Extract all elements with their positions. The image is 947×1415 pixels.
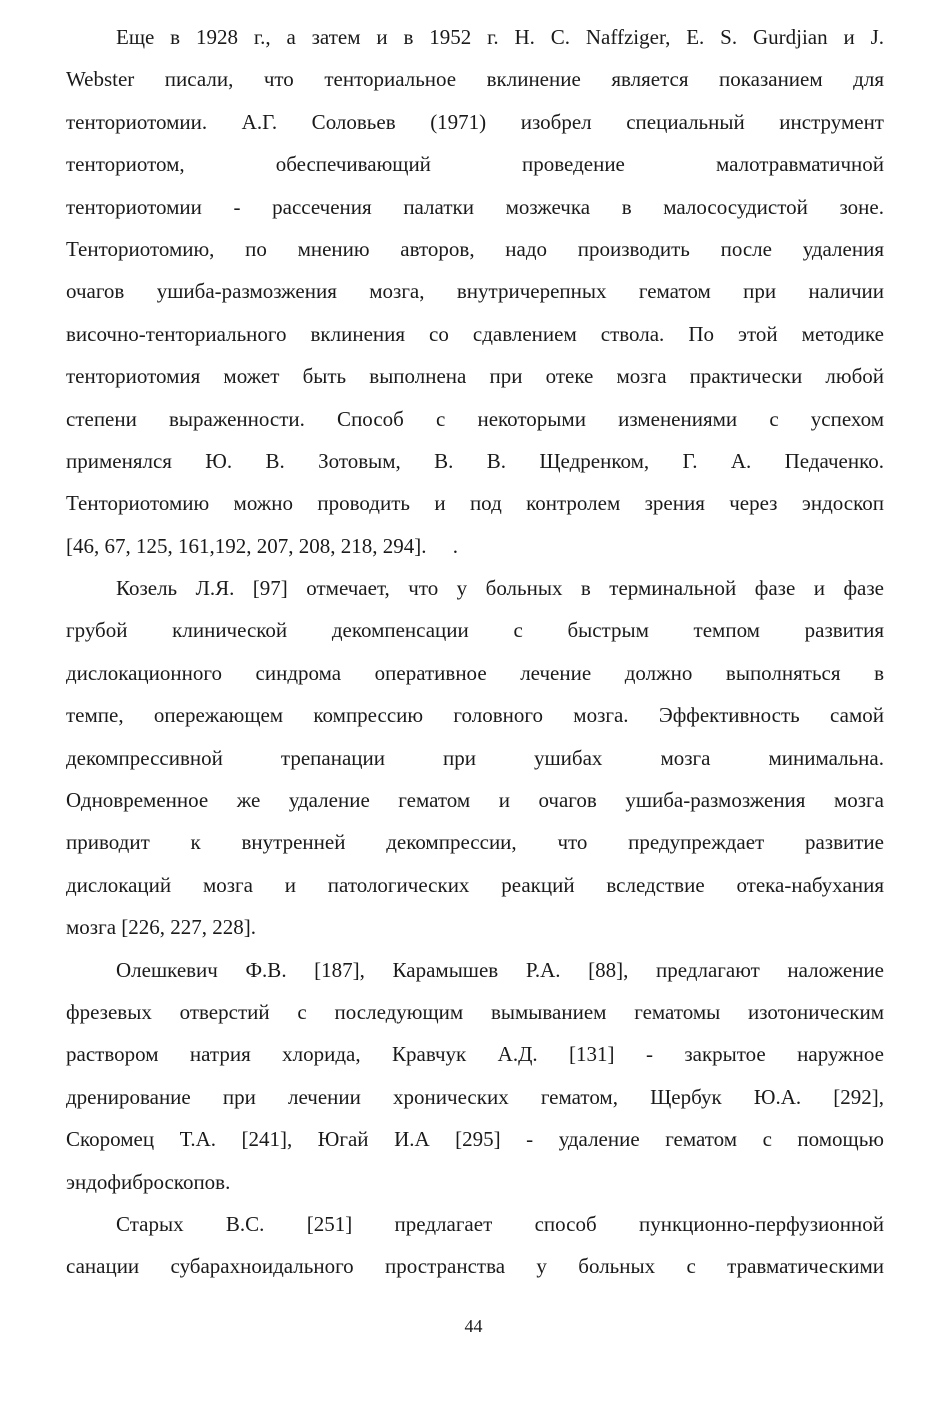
text-line: дренирование при лечении хронических гематом, Щербук Ю.А. [292], xyxy=(66,1084,884,1109)
text-line: Одновременное же удаление гематом и очагов ушиба-размозжения мозга xyxy=(66,788,884,813)
text-line: декомпрессивной трепанации при ушибах мозга минимальна. xyxy=(66,745,884,770)
paragraph-2 xyxy=(66,567,884,949)
text-line: тенториотом, обеспечивающий проведение малотравматичной xyxy=(66,152,884,177)
text-line: Старых В.С. [251] предлагает способ пункционно-перфузионной xyxy=(116,1211,884,1236)
text-line: Webster писали, что тенториальное вклинение является показанием для xyxy=(66,67,884,92)
text-line: дислокаций мозга и патологических реакций вследствие отека-набухания xyxy=(66,872,884,897)
text-line: Еще в 1928 г., а затем и в 1952 г. Н. С. Naffziger, E. S. Gurdjian и J. xyxy=(116,25,884,49)
paragraph-3 xyxy=(66,949,884,1203)
text-line: мозга [226, 227, 228]. xyxy=(66,915,257,940)
text-line: височно-тенториального вклинения со сдавлением ствола. По этой методике xyxy=(66,321,884,346)
paragraph-1 xyxy=(66,16,884,567)
text-line: Тенториотомию можно проводить и под контролем зрения через эндоскоп xyxy=(66,491,884,516)
text-line: тенториотомии - рассечения палатки мозжечка в малососудистой зоне. xyxy=(66,194,884,219)
text-line: степени выраженности. Способ с некоторыми изменениями с успехом xyxy=(66,406,884,431)
text-line: тенториотомии. А.Г. Соловьев (1971) изобрел специальный инструмент xyxy=(66,109,884,134)
paragraph-4 xyxy=(66,1203,884,1288)
text-line: Олешкевич Ф.В. [187], Карамышев Р.А. [88], предлагают наложение xyxy=(116,957,884,982)
text-line: тенториотомия может быть выполнена при отеке мозга практически любой xyxy=(66,364,884,389)
text-line: приводит к внутренней декомпрессии, что предупреждает развитие xyxy=(66,830,884,855)
text-line: грубой клинической декомпенсации с быстрым темпом развития xyxy=(66,618,884,643)
text-line: темпе, опережающем компрессию головного мозга. Эффективность самой xyxy=(66,703,884,728)
text-line: применялся Ю. В. Зотовым, В. В. Щедренком, Г. А. Педаченко. xyxy=(66,448,884,473)
text-line: Тенториотомию, по мнению авторов, надо производить после удаления xyxy=(66,236,884,261)
text-line: дислокационного синдрома оперативное лечение должно выполняться в xyxy=(66,660,884,685)
text-line: очагов ушиба-размозжения мозга, внутричерепных гематом при наличии xyxy=(66,279,884,304)
text-line: Козель Л.Я. [97] отмечает, что у больных в терминальной фазе и фазе xyxy=(116,576,884,601)
text-line: Скоромец Т.А. [241], Югай И.А [295] - удаление гематом с помощью xyxy=(66,1127,884,1152)
text-line: эндофиброскопов. xyxy=(66,1169,231,1194)
text-line: раствором натрия хлорида, Кравчук А.Д. [131] - закрытое наружное xyxy=(66,1042,884,1067)
page-number: 44 xyxy=(464,1316,483,1336)
text-line: [46, 67, 125, 161,192, 207, 208, 218, 294]. . xyxy=(66,533,458,558)
body-text xyxy=(66,16,884,1288)
text-line: санации субарахноидального пространства у больных с травматическими xyxy=(66,1254,884,1279)
text-line: фрезевых отверстий с последующим вымыванием гематомы изотоническим xyxy=(66,999,884,1024)
